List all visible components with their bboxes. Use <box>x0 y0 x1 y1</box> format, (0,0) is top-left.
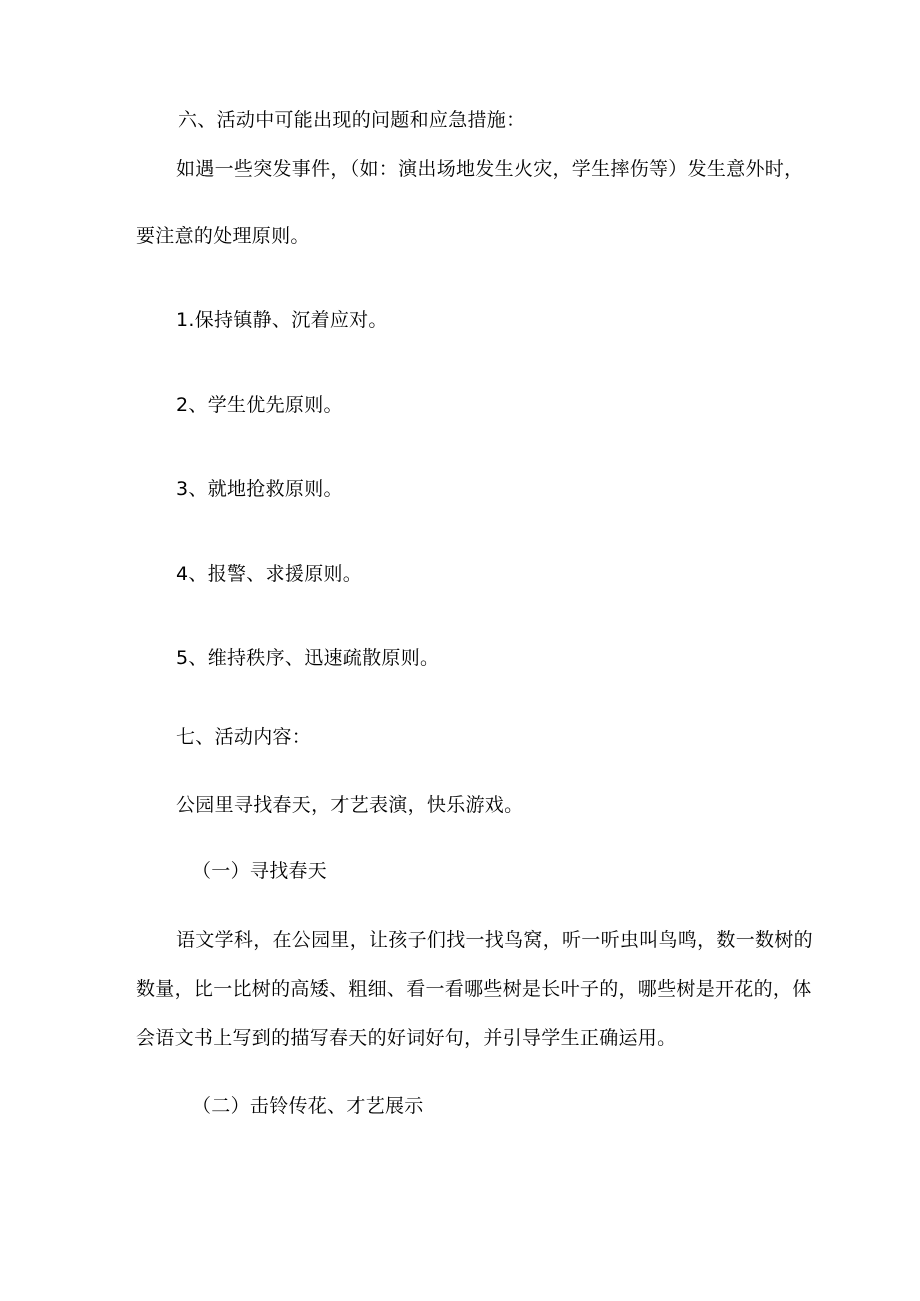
list-item: 3、就地抢救原则。 <box>176 478 343 500</box>
list-item: 1.保持镇静、沉着应对。 <box>176 309 388 331</box>
section-heading-7: 七、活动内容： <box>176 726 312 748</box>
list-item: 5、维持秩序、迅速疏散原则。 <box>176 647 440 669</box>
list-item: 4、报警、求援原则。 <box>176 563 363 585</box>
paragraph-line: 会语文书上写到的描写春天的好词好句，并引导学生正确运用。 <box>136 1027 677 1049</box>
paragraph-line: 语文学科，在公园里，让孩子们找一找鸟窝，听一听虫叫鸟鸣，数一数树的 <box>176 929 813 951</box>
paragraph-line: 如遇一些突发事件，（如：演出场地发生火灾，学生摔伤等）发生意外时， <box>176 158 804 180</box>
list-item: 2、学生优先原则。 <box>176 394 343 416</box>
section-heading-6: 六、活动中可能出现的问题和应急措施： <box>178 109 526 131</box>
paragraph-line: 数量，比一比树的高矮、粗细、看一看哪些树是长叶子的，哪些树是开花的，体 <box>136 978 812 1000</box>
paragraph-line: 要注意的处理原则。 <box>136 225 310 247</box>
subsection-heading-2: （二）击铃传花、才艺展示 <box>192 1095 424 1117</box>
subsection-heading-1: （一）寻找春天 <box>192 860 328 882</box>
paragraph-line: 公园里寻找春天，才艺表演，快乐游戏。 <box>176 794 524 816</box>
